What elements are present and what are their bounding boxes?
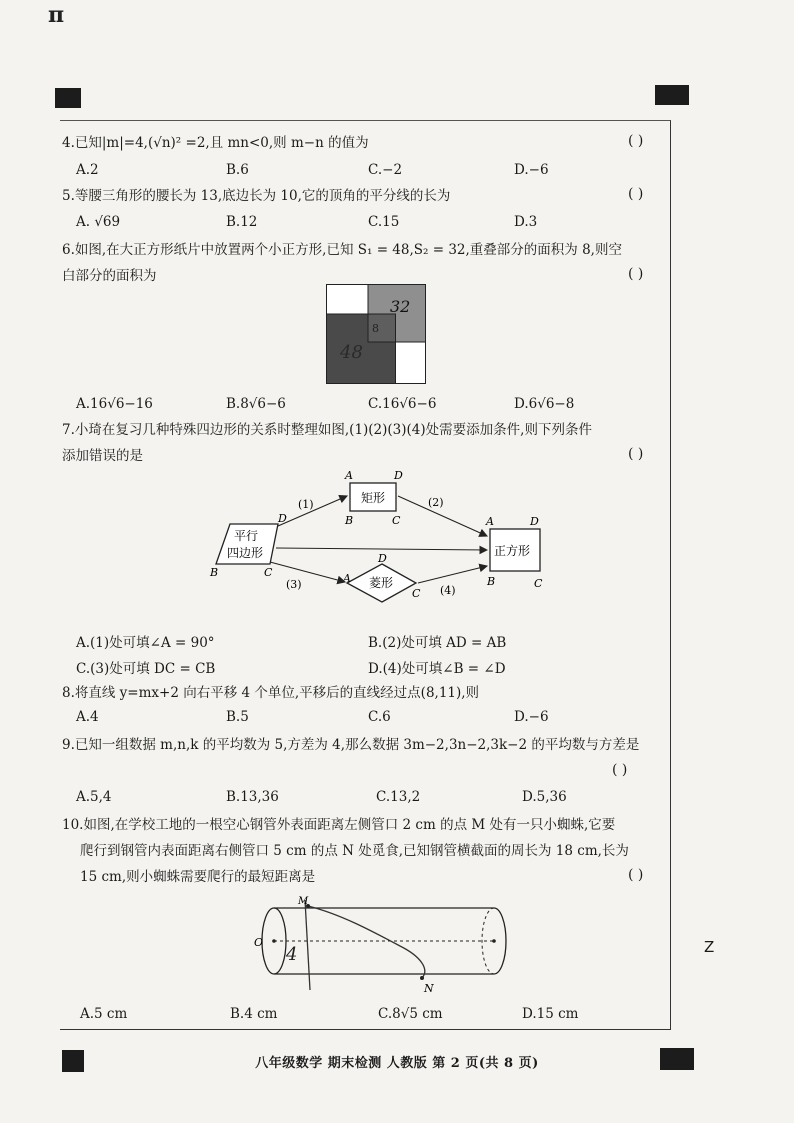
square-vertex-d: D: [530, 515, 539, 528]
question-8-option-c: C.6: [368, 709, 391, 725]
question-7-option-c: C.(3)处可填 DC = CB: [76, 661, 216, 677]
question-5-text: 5.等腰三角形的腰长为 13,底边长为 10,它的顶角的平分线的长为: [62, 188, 451, 204]
square-vertex-a: A: [486, 515, 494, 528]
parallelogram-label-1: 平行: [234, 529, 259, 543]
parallelogram-vertex-c: C: [264, 566, 273, 579]
question-10-option-b: B.4 cm: [230, 1006, 278, 1022]
question-4-text: 4.已知|m|=4,(√n)² =2,且 mn<0,则 m−n 的值为: [62, 135, 369, 151]
question-10-option-d: D.15 cm: [522, 1006, 579, 1022]
figure-note-32: 32: [390, 297, 411, 316]
parallelogram-label-2: 四边形: [227, 546, 264, 560]
steel-pipe-figure: [250, 894, 520, 999]
question-6-line-2: 白部分的面积为: [62, 268, 157, 284]
question-6-option-a: A.16√6−16: [76, 396, 153, 412]
question-6-option-d: D.6√6−8: [514, 396, 575, 412]
parallelogram-vertex-d: D: [278, 512, 287, 525]
point-o-label: O: [254, 936, 264, 949]
parallelogram-vertex-b: B: [210, 566, 219, 579]
rhombus-label: 菱形: [369, 576, 394, 590]
question-7-line-2: 添加错误的是: [62, 448, 143, 464]
question-5-option-d: D.3: [514, 214, 538, 230]
arrow-4: [418, 566, 487, 583]
question-4-option-d: D.−6: [514, 162, 549, 178]
question-10-line-3: 15 cm,则小蜘蛛需要爬行的最短距离是: [80, 869, 316, 885]
question-10-option-c: C.8√5 cm: [378, 1006, 443, 1022]
question-8-option-a: A.4: [76, 709, 99, 725]
question-10-line-2: 爬行到钢管内表面距离右侧管口 5 cm 的点 N 处觅食,已知钢管横截面的周长为 18 cm,长为: [80, 843, 629, 859]
square-label: 正方形: [494, 544, 531, 558]
question-5-option-b: B.12: [226, 214, 258, 230]
question-4-answer-paren: ( ): [628, 133, 644, 149]
question-10-answer-paren: ( ): [628, 867, 644, 883]
question-7-answer-paren: ( ): [628, 446, 644, 462]
arrow-3: [270, 562, 345, 582]
arrow-4-label: (4): [440, 584, 456, 597]
question-7-option-a: A.(1)处可填∠A = 90°: [76, 635, 215, 651]
question-8-text: 8.将直线 y=mx+2 向右平移 4 个单位,平移后的直线经过点(8,11),则: [62, 685, 480, 701]
rectangle-vertex-d: D: [394, 469, 403, 482]
question-6-answer-paren: ( ): [628, 266, 644, 282]
rhombus-vertex-d: D: [378, 552, 387, 565]
question-7-option-d: D.(4)处可填∠B = ∠D: [368, 661, 506, 677]
question-6-option-c: C.16√6−6: [368, 396, 437, 412]
question-5-answer-paren: ( ): [628, 186, 644, 202]
spider-path: [308, 906, 425, 978]
rectangle-vertex-c: C: [392, 514, 401, 527]
point-m-label: M: [298, 896, 309, 907]
arrow-3-label: (3): [286, 578, 302, 591]
rectangle-label: 矩形: [361, 491, 386, 505]
quadrilateral-relationship-diagram: [200, 466, 560, 636]
corner-handwritten-mark: π: [48, 2, 65, 28]
question-4-option-c: C.−2: [368, 162, 403, 178]
question-9-option-a: A.5,4: [76, 789, 112, 805]
question-10-line-1: 10.如图,在学校工地的一根空心钢管外表面距离左侧管口 2 cm 的点 M 处有一只小蜘蛛,它要: [62, 817, 616, 833]
rectangle-vertex-b: B: [345, 514, 354, 527]
hand-note: 4: [286, 944, 298, 965]
question-7-line-1: 7.小琦在复习几种特殊四边形的关系时整理如图,(1)(2)(3)(4)处需要添加条件,则下列条件: [62, 422, 592, 438]
rhombus-vertex-a: A: [343, 572, 351, 585]
question-4-option-b: B.6: [226, 162, 249, 178]
question-5-option-c: C.15: [368, 214, 400, 230]
registration-mark-top-right: [655, 85, 689, 105]
arrow-2-label: (2): [428, 496, 444, 509]
question-10-option-a: A.5 cm: [80, 1006, 128, 1022]
question-9-text: 9.已知一组数据 m,n,k 的平均数为 5,方差为 4,那么数据 3m−2,3n−2,3k−2 的平均数与方差是: [62, 737, 640, 753]
question-6-line-1: 6.如图,在大正方形纸片中放置两个小正方形,已知 S₁ = 48,S₂ = 32,重叠部分的面积为 8,则空: [62, 242, 622, 258]
figure-note-48: 48: [340, 342, 363, 363]
question-5-option-a: A. √69: [76, 214, 121, 230]
question-9-option-b: B.13,36: [226, 789, 279, 805]
registration-mark-top-left: [55, 88, 81, 108]
point-n-label: N: [424, 982, 434, 995]
question-9-option-d: D.5,36: [522, 789, 567, 805]
square-vertex-c: C: [534, 577, 543, 590]
question-4-option-a: A.2: [76, 162, 99, 178]
rhombus-vertex-c: C: [412, 587, 421, 600]
question-8-option-d: D.−6: [514, 709, 549, 725]
question-7-option-b: B.(2)处可填 AD = AB: [368, 635, 507, 651]
arrow-direct: [276, 548, 487, 550]
question-6-figure: [326, 284, 426, 384]
side-mark: Z: [704, 938, 715, 956]
page-footer: 八年级数学 期末检测 人教版 第 2 页(共 8 页): [255, 1056, 539, 1071]
square-vertex-b: B: [487, 575, 496, 588]
question-6-option-b: B.8√6−6: [226, 396, 286, 412]
question-8-option-b: B.5: [226, 709, 249, 725]
question-9-option-c: C.13,2: [376, 789, 421, 805]
arrow-1-label: (1): [298, 498, 314, 511]
figure-note-8: 8: [372, 322, 379, 335]
rectangle-vertex-a: A: [345, 469, 353, 482]
question-9-answer-paren: ( ): [612, 762, 628, 778]
